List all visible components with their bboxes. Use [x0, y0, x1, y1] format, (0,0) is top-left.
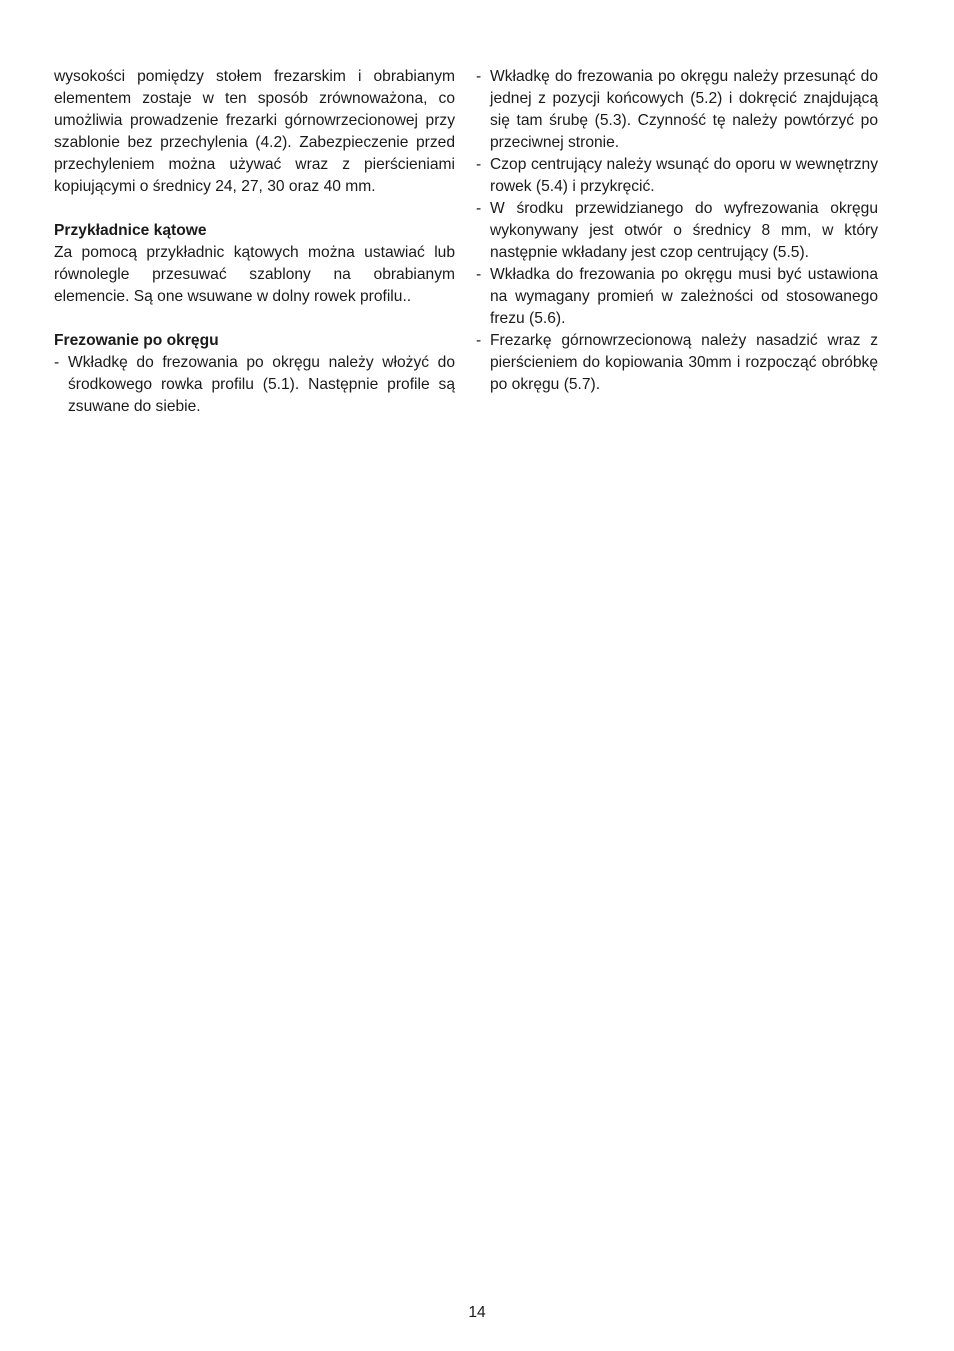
page-number: 14: [468, 1304, 486, 1321]
list-item: - Frezarkę górnowrzecionową należy nasadzić wraz z pierścieniem do kopiowania 30mm i rozpocząć obróbkę po okręgu (5.7).: [476, 330, 878, 396]
angle-guides-paragraph: Za pomocą przykładnic kątowych można ustawiać lub równolegle przesuwać szablony na obrabianym elemencie. Są one wsuwane w dolny rowek profilu..: [54, 244, 455, 305]
circle-milling-steps-list: [476, 66, 878, 396]
section-heading-circle-milling: Frezowanie po okręgu: [54, 332, 219, 349]
list-item: - Wkładkę do frezowania po okręgu należy przesunąć do jednej z pozycji końcowych (5.2) i dokręcić znajdującą się tam śrubę (5.3). Czynność tę należy powtórzyć po przeciwnej stronie.: [476, 66, 878, 154]
list-item: - Czop centrujący należy wsunąć do oporu w wewnętrzny rowek (5.4) i przykręcić.: [476, 154, 878, 198]
spacer: [54, 198, 455, 220]
list-item: - Wkładkę do frezowania po okręgu należy włożyć do środkowego rowka profilu (5.1). Następnie profile są zsuwane do siebie.: [54, 352, 455, 418]
list-item: - Wkładka do frezowania po okręgu musi być ustawiona na wymagany promień w zależności od stosowanego frezu (5.6).: [476, 264, 878, 330]
spacer: [54, 308, 455, 330]
section-heading-angle-guides: Przykładnice kątowe: [54, 222, 207, 239]
left-column: [54, 66, 455, 418]
intro-paragraph: wysokości pomiędzy stołem frezarskim i obrabianym elementem zostaje w ten sposób zrównoważona, co umożliwia prowadzenie frezarki górnowrzecionowej przy szablonie bez przechylenia (4.2). Zabezpieczenie przed przechyleniem można używać wraz z pierścieniami kopiującymi o średnicy 24, 27, 30 oraz 40 mm.: [54, 68, 455, 195]
circle-milling-list: [54, 352, 455, 418]
list-item: - W środku przewidzianego do wyfrezowania okręgu wykonywany jest otwór o średnicy 8 mm, w który następnie wkładany jest czop centrujący (5.5).: [476, 198, 878, 264]
right-column: [476, 66, 878, 396]
